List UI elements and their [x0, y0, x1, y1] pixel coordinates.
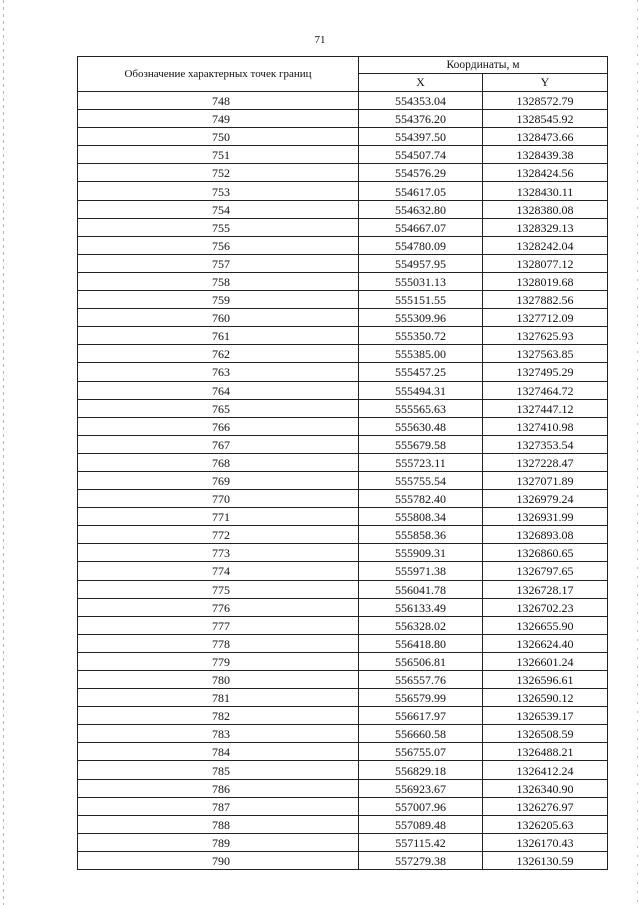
point-id-cell: 787: [78, 797, 359, 815]
x-coordinate-cell: 554632.80: [359, 200, 483, 218]
y-coordinate-cell: 1328019.68: [483, 272, 608, 290]
point-id-cell: 765: [78, 399, 359, 417]
point-id-cell: 756: [78, 236, 359, 254]
table-row: [78, 761, 608, 779]
table-row: [78, 707, 608, 725]
point-id-cell: 786: [78, 779, 359, 797]
table-row: [78, 598, 608, 616]
y-coordinate-cell: 1326130.59: [483, 851, 608, 869]
table-row: [78, 200, 608, 218]
coordinates-table: [77, 56, 608, 870]
point-id-cell: 750: [78, 128, 359, 146]
table-row: [78, 254, 608, 272]
point-id-cell: 772: [78, 526, 359, 544]
x-coordinate-cell: 555679.58: [359, 435, 483, 453]
table-row: [78, 309, 608, 327]
x-coordinate-cell: 555971.38: [359, 562, 483, 580]
y-coordinate-cell: 1327495.29: [483, 363, 608, 381]
point-id-cell: 782: [78, 707, 359, 725]
y-coordinate-cell: 1326979.24: [483, 490, 608, 508]
x-coordinate-cell: 555031.13: [359, 272, 483, 290]
point-id-cell: 761: [78, 327, 359, 345]
scan-edge-left: [3, 0, 4, 905]
y-coordinate-cell: 1328430.11: [483, 182, 608, 200]
y-coordinate-cell: 1326931.99: [483, 508, 608, 526]
x-coordinate-cell: 554780.09: [359, 236, 483, 254]
y-coordinate-cell: 1326508.59: [483, 725, 608, 743]
y-coordinate-cell: 1327410.98: [483, 417, 608, 435]
x-coordinate-cell: 555630.48: [359, 417, 483, 435]
y-coordinate-cell: 1326860.65: [483, 544, 608, 562]
y-coordinate-cell: 1327882.56: [483, 291, 608, 309]
x-coordinate-cell: 555755.54: [359, 471, 483, 489]
table-row: [78, 815, 608, 833]
table-row: [78, 182, 608, 200]
y-coordinate-cell: 1327712.09: [483, 309, 608, 327]
table-row: [78, 671, 608, 689]
x-coordinate-cell: 556755.07: [359, 743, 483, 761]
table-row: [78, 689, 608, 707]
point-id-cell: 784: [78, 743, 359, 761]
y-coordinate-cell: 1326590.12: [483, 689, 608, 707]
table-row: [78, 146, 608, 164]
x-coordinate-cell: 555457.25: [359, 363, 483, 381]
y-coordinate-cell: 1326488.21: [483, 743, 608, 761]
point-id-cell: 755: [78, 218, 359, 236]
y-coordinate-cell: 1328242.04: [483, 236, 608, 254]
table-row: [78, 435, 608, 453]
point-id-cell: 788: [78, 815, 359, 833]
y-coordinate-cell: 1326601.24: [483, 652, 608, 670]
x-column-header: X: [359, 73, 483, 91]
point-id-cell: 754: [78, 200, 359, 218]
point-id-cell: 781: [78, 689, 359, 707]
x-coordinate-cell: 556041.78: [359, 580, 483, 598]
point-id-cell: 762: [78, 345, 359, 363]
x-coordinate-cell: 557115.42: [359, 833, 483, 851]
table-row: [78, 725, 608, 743]
table-row: [78, 327, 608, 345]
table-body: [78, 92, 608, 870]
point-id-cell: 779: [78, 652, 359, 670]
page-number: 71: [314, 34, 326, 46]
y-coordinate-cell: 1328424.56: [483, 164, 608, 182]
table-row: [78, 417, 608, 435]
scan-edge-right: [637, 0, 638, 905]
x-coordinate-cell: 555808.34: [359, 508, 483, 526]
point-id-cell: 760: [78, 309, 359, 327]
table-row: [78, 562, 608, 580]
x-coordinate-cell: 554353.04: [359, 92, 483, 110]
table-row: [78, 616, 608, 634]
table-row: [78, 291, 608, 309]
y-coordinate-cell: 1328380.08: [483, 200, 608, 218]
table-row: [78, 128, 608, 146]
table-row: [78, 833, 608, 851]
point-id-cell: 763: [78, 363, 359, 381]
table-row: [78, 490, 608, 508]
y-coordinate-cell: 1328572.79: [483, 92, 608, 110]
y-coordinate-cell: 1327353.54: [483, 435, 608, 453]
point-id-cell: 783: [78, 725, 359, 743]
table-row: [78, 236, 608, 254]
x-coordinate-cell: 556579.99: [359, 689, 483, 707]
point-id-cell: 777: [78, 616, 359, 634]
x-coordinate-cell: 555909.31: [359, 544, 483, 562]
y-coordinate-cell: 1326728.17: [483, 580, 608, 598]
x-coordinate-cell: 556328.02: [359, 616, 483, 634]
table-row: [78, 218, 608, 236]
points-column-header: Обозначение характерных точек границ: [78, 57, 359, 92]
y-coordinate-cell: 1326412.24: [483, 761, 608, 779]
table-row: [78, 399, 608, 417]
table-row: [78, 345, 608, 363]
x-coordinate-cell: 556133.49: [359, 598, 483, 616]
y-coordinate-cell: 1327071.89: [483, 471, 608, 489]
point-id-cell: 752: [78, 164, 359, 182]
x-coordinate-cell: 555309.96: [359, 309, 483, 327]
y-coordinate-cell: 1327625.93: [483, 327, 608, 345]
x-coordinate-cell: 555858.36: [359, 526, 483, 544]
point-id-cell: 749: [78, 110, 359, 128]
y-coordinate-cell: 1326655.90: [483, 616, 608, 634]
y-coordinate-cell: 1328077.12: [483, 254, 608, 272]
x-coordinate-cell: 555350.72: [359, 327, 483, 345]
x-coordinate-cell: 555151.55: [359, 291, 483, 309]
y-coordinate-cell: 1327447.12: [483, 399, 608, 417]
y-coordinate-cell: 1327563.85: [483, 345, 608, 363]
y-coordinate-cell: 1326702.23: [483, 598, 608, 616]
x-coordinate-cell: 554576.29: [359, 164, 483, 182]
x-coordinate-cell: 556660.58: [359, 725, 483, 743]
x-coordinate-cell: 557007.96: [359, 797, 483, 815]
x-coordinate-cell: 556557.76: [359, 671, 483, 689]
y-coordinate-cell: 1328329.13: [483, 218, 608, 236]
point-id-cell: 767: [78, 435, 359, 453]
table-row: [78, 453, 608, 471]
point-id-cell: 769: [78, 471, 359, 489]
point-id-cell: 785: [78, 761, 359, 779]
point-id-cell: 789: [78, 833, 359, 851]
point-id-cell: 758: [78, 272, 359, 290]
point-id-cell: 757: [78, 254, 359, 272]
table-row: [78, 652, 608, 670]
x-coordinate-cell: 554397.50: [359, 128, 483, 146]
point-id-cell: 773: [78, 544, 359, 562]
table-row: [78, 471, 608, 489]
table-row: [78, 363, 608, 381]
x-coordinate-cell: 554617.05: [359, 182, 483, 200]
x-coordinate-cell: 555494.31: [359, 381, 483, 399]
x-coordinate-cell: 556506.81: [359, 652, 483, 670]
y-coordinate-cell: 1326340.90: [483, 779, 608, 797]
y-coordinate-cell: 1326624.40: [483, 634, 608, 652]
table-row: [78, 508, 608, 526]
coordinates-header: Координаты, м: [359, 57, 608, 74]
y-coordinate-cell: 1326276.97: [483, 797, 608, 815]
point-id-cell: 771: [78, 508, 359, 526]
x-coordinate-cell: 554507.74: [359, 146, 483, 164]
x-coordinate-cell: 556923.67: [359, 779, 483, 797]
y-coordinate-cell: 1326539.17: [483, 707, 608, 725]
point-id-cell: 766: [78, 417, 359, 435]
point-id-cell: 768: [78, 453, 359, 471]
point-id-cell: 790: [78, 851, 359, 869]
table-row: [78, 797, 608, 815]
table-row: [78, 743, 608, 761]
point-id-cell: 774: [78, 562, 359, 580]
x-coordinate-cell: 557089.48: [359, 815, 483, 833]
x-coordinate-cell: 555723.11: [359, 453, 483, 471]
x-coordinate-cell: 555782.40: [359, 490, 483, 508]
table-row: [78, 110, 608, 128]
table-row: [78, 851, 608, 869]
table-row: [78, 779, 608, 797]
point-id-cell: 778: [78, 634, 359, 652]
x-coordinate-cell: 554957.95: [359, 254, 483, 272]
point-id-cell: 748: [78, 92, 359, 110]
x-coordinate-cell: 556829.18: [359, 761, 483, 779]
x-coordinate-cell: 554667.07: [359, 218, 483, 236]
table-row: [78, 526, 608, 544]
table-row: [78, 381, 608, 399]
y-coordinate-cell: 1328545.92: [483, 110, 608, 128]
y-column-header: Y: [483, 73, 608, 91]
table-row: [78, 634, 608, 652]
x-coordinate-cell: 555385.00: [359, 345, 483, 363]
point-id-cell: 776: [78, 598, 359, 616]
table-row: [78, 272, 608, 290]
point-id-cell: 759: [78, 291, 359, 309]
y-coordinate-cell: 1328439.38: [483, 146, 608, 164]
y-coordinate-cell: 1326893.08: [483, 526, 608, 544]
x-coordinate-cell: 554376.20: [359, 110, 483, 128]
x-coordinate-cell: 557279.38: [359, 851, 483, 869]
point-id-cell: 751: [78, 146, 359, 164]
y-coordinate-cell: 1326596.61: [483, 671, 608, 689]
point-id-cell: 770: [78, 490, 359, 508]
point-id-cell: 764: [78, 381, 359, 399]
x-coordinate-cell: 556418.80: [359, 634, 483, 652]
y-coordinate-cell: 1326205.63: [483, 815, 608, 833]
y-coordinate-cell: 1327464.72: [483, 381, 608, 399]
y-coordinate-cell: 1328473.66: [483, 128, 608, 146]
table-row: [78, 92, 608, 110]
y-coordinate-cell: 1326797.65: [483, 562, 608, 580]
x-coordinate-cell: 555565.63: [359, 399, 483, 417]
y-coordinate-cell: 1327228.47: [483, 453, 608, 471]
table-row: [78, 544, 608, 562]
point-id-cell: 753: [78, 182, 359, 200]
table-row: [78, 164, 608, 182]
x-coordinate-cell: 556617.97: [359, 707, 483, 725]
point-id-cell: 780: [78, 671, 359, 689]
table-row: [78, 580, 608, 598]
point-id-cell: 775: [78, 580, 359, 598]
y-coordinate-cell: 1326170.43: [483, 833, 608, 851]
